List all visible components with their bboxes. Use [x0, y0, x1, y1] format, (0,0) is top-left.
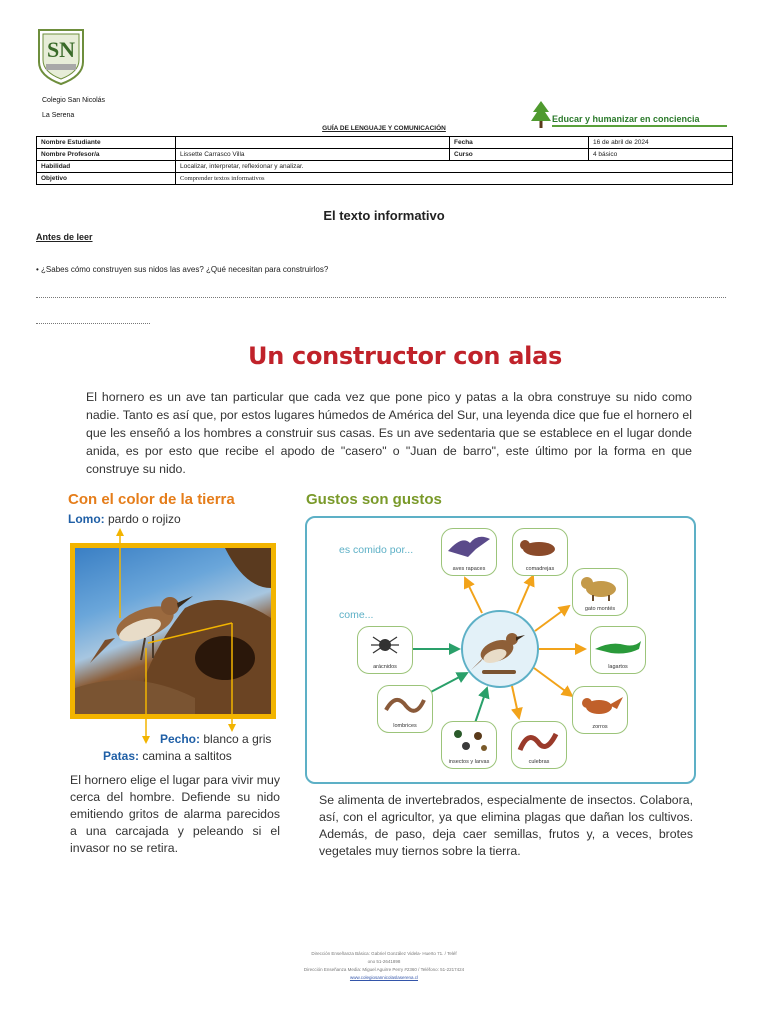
student-field[interactable]	[176, 137, 450, 149]
page-title: El texto informativo	[323, 208, 445, 223]
grade-label: Curso	[450, 149, 589, 161]
school-name: Colegio San Nicolás	[42, 97, 106, 104]
right-paragraph: Se alimenta de invertebrados, especialmente de insectos. Colabora, así, con el agricultor, ya que elimina plagas que dañan los cultivos. Además, de paso, deja caer semillas, frutos y, a veces, brotes vegetales muy tiernos sobre la tierra.	[319, 793, 693, 858]
legs-label: Patas:	[103, 749, 140, 763]
predator-label-3: gato montés	[584, 606, 616, 612]
predator-label-1: aves rapaces	[452, 566, 486, 572]
motto-text: Educar y humanizar en conciencia	[552, 114, 700, 124]
footer	[0, 950, 768, 982]
lizard-icon	[591, 627, 645, 663]
before-reading-heading: Antes de leer	[36, 232, 93, 242]
prey-label-1: arácnidos	[373, 664, 397, 670]
raptor-icon	[442, 529, 496, 565]
callout-lines	[60, 528, 280, 748]
guide-title: GUÍA DE LENGUAJE Y COMUNICACIÓN	[322, 125, 446, 132]
predator-label-5: zorros	[592, 724, 608, 730]
student-label: Nombre Estudiante	[37, 137, 176, 149]
callout-chest	[160, 732, 271, 746]
date-value: 16 de abril de 2024	[589, 137, 733, 149]
prey-label-2: lombrices	[393, 723, 417, 729]
food-chain-diagram	[305, 516, 696, 784]
callout-back	[68, 512, 181, 526]
skill-label: Habilidad	[37, 161, 176, 173]
fox-icon	[573, 687, 627, 723]
prereading-question: • ¿Sabes cómo construyen sus nidos las aves? ¿Qué necesitan para construirlos?	[36, 265, 329, 274]
callout-legs	[103, 749, 232, 763]
answer-line-1[interactable]	[36, 296, 726, 298]
arachnid-node	[357, 626, 413, 674]
insects-node	[441, 721, 497, 769]
eaten-by-label: es comido por...	[339, 544, 414, 556]
eats-label: come...	[339, 609, 374, 621]
snake-node	[511, 721, 567, 769]
objective-label: Objetivo	[37, 173, 176, 185]
weasel-icon	[513, 529, 567, 565]
weasel-node	[512, 528, 568, 576]
teacher-label: Nombre Profesor/a	[37, 149, 176, 161]
footer-line-2: ono 51-2641898	[367, 959, 401, 964]
article-title: Un constructor con alas	[248, 342, 562, 370]
predator-label-2: comadrejas	[525, 566, 555, 572]
grade-value: 4 básico	[589, 149, 733, 161]
insects-icon	[442, 722, 496, 758]
logo-letters: SN	[46, 37, 76, 62]
chest-label: Pecho:	[160, 732, 201, 746]
footer-website-link[interactable]: www.colegiosannicolaslaserena.cl	[349, 975, 419, 980]
legs-value: camina a saltitos	[142, 749, 232, 763]
skill-value: Localizar, interpretar, reflexionar y analizar.	[176, 161, 733, 173]
left-paragraph: El hornero elige el lugar para vivir muy cerca del hombre. Defiende su nido emitiendo gritos de alarma parecidos a una carcajada y peleando si el invasor no se retira.	[70, 773, 280, 855]
teacher-value: Lissette Carrasco Villa	[176, 149, 450, 161]
wildcat-icon	[573, 569, 627, 605]
predator-label-4: lagartos	[608, 664, 628, 670]
back-value: pardo o rojizo	[108, 512, 181, 526]
section-title-color: Con el color de la tierra	[68, 491, 235, 508]
predator-birds-node	[441, 528, 497, 576]
footer-line-3: Dirección Enseñanza Media: Miguel Aguirre Perry #2360 / Teléfono: 51-2217424	[303, 967, 465, 972]
student-info-table	[36, 136, 733, 185]
chest-value: blanco a gris	[203, 732, 272, 746]
section-title-diet: Gustos son gustos	[306, 491, 442, 508]
school-city: La Serena	[42, 112, 75, 119]
footer-line-1: Dirección Enseñanza Básica: Gabriel González Videla- Huerto 71. / Teléf	[311, 951, 457, 956]
earthworm-icon	[378, 686, 432, 722]
back-label: Lomo:	[68, 512, 105, 526]
wildcat-node	[572, 568, 628, 616]
prey-label-3: insectos y larvas	[448, 759, 490, 765]
answer-line-2[interactable]	[36, 322, 150, 324]
earthworm-node	[377, 685, 433, 733]
snake-icon	[512, 722, 566, 758]
spider-icon	[358, 627, 412, 663]
article-intro: El hornero es un ave tan particular que cada vez que pone pico y patas a la obra construye su nido como nadie. Tanto es así que, por estos lugares húmedos de América del Sur, una leyenda dice que fue el hornero el que les enseñó a los hombres a construir sus casas. Es un ave sedentaria que se establece en el lugar donde anida, es por esto que recibe el apodo de "casero" o "Juan de barro", este último por la forma en que construye su nido.	[86, 390, 692, 476]
fox-node	[572, 686, 628, 734]
school-logo	[36, 28, 86, 86]
lizard-node	[590, 626, 646, 674]
predator-label-6: culebras	[528, 759, 550, 765]
date-label: Fecha	[450, 137, 589, 149]
objective-value: Comprender textos informativos	[176, 173, 733, 185]
